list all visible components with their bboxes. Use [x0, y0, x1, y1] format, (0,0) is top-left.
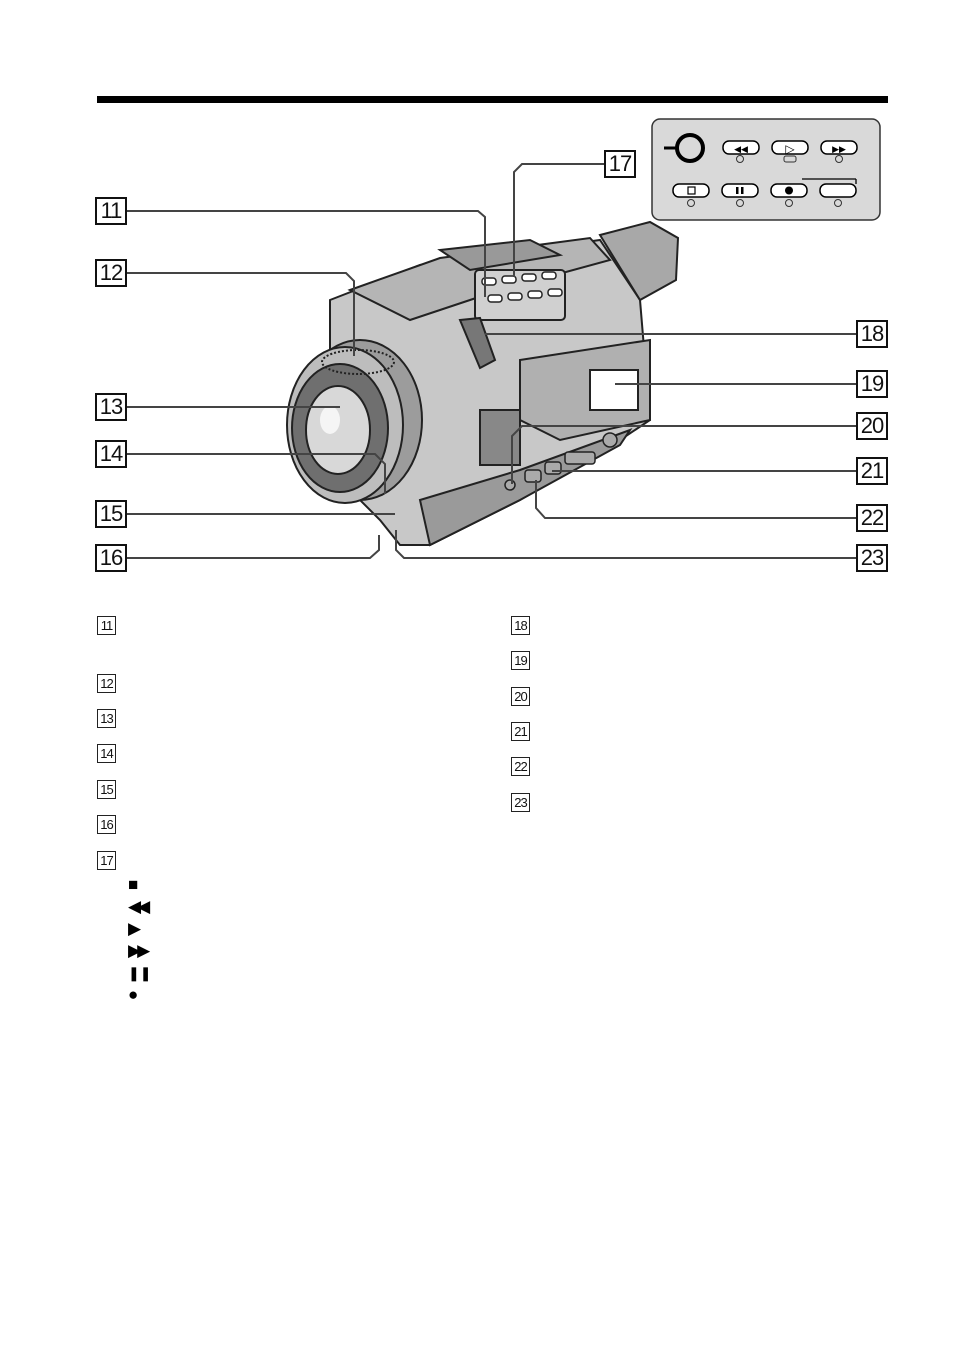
callout-21: 21	[856, 457, 888, 485]
callout-19: 19	[856, 370, 888, 398]
callout-17: 17	[604, 150, 636, 178]
pause-icon: ❚❚	[128, 965, 152, 981]
callout-22: 22	[856, 504, 888, 532]
play-icon: ▶	[128, 919, 142, 938]
callout-23: 23	[856, 544, 888, 572]
control-panel-inset	[652, 119, 880, 220]
svg-text:▶▶: ▶▶	[832, 144, 846, 154]
legend-number-11: 11	[97, 616, 116, 635]
callout-11: 11	[95, 197, 127, 225]
callout-16: 16	[95, 544, 127, 572]
legend-number-19: 19	[511, 651, 530, 670]
svg-text:▷: ▷	[785, 142, 795, 156]
legend-number-18: 18	[511, 616, 530, 635]
fast-forward-icon: ▶▶	[128, 941, 147, 960]
legend-number-16: 16	[97, 815, 116, 834]
legend-number-23: 23	[511, 793, 530, 812]
legend-number-14: 14	[97, 744, 116, 763]
camcorder-lens	[287, 340, 422, 503]
callout-13: 13	[95, 393, 127, 421]
legend-number-22: 22	[511, 757, 530, 776]
legend-number-17: 17	[97, 851, 116, 870]
stop-icon: ■	[128, 875, 139, 894]
callout-18: 18	[856, 320, 888, 348]
legend-number-20: 20	[511, 687, 530, 706]
svg-text:◀◀: ◀◀	[734, 144, 748, 154]
legend-number-13: 13	[97, 709, 116, 728]
callout-15: 15	[95, 500, 127, 528]
callout-12: 12	[95, 259, 127, 287]
camcorder-illustration	[0, 0, 954, 620]
legend-number-21: 21	[511, 722, 530, 741]
legend-number-15: 15	[97, 780, 116, 799]
callout-14: 14	[95, 440, 127, 468]
rewind-icon: ◀◀	[128, 897, 147, 916]
legend-number-12: 12	[97, 674, 116, 693]
callout-20: 20	[856, 412, 888, 440]
record-icon: ●	[128, 985, 139, 1004]
